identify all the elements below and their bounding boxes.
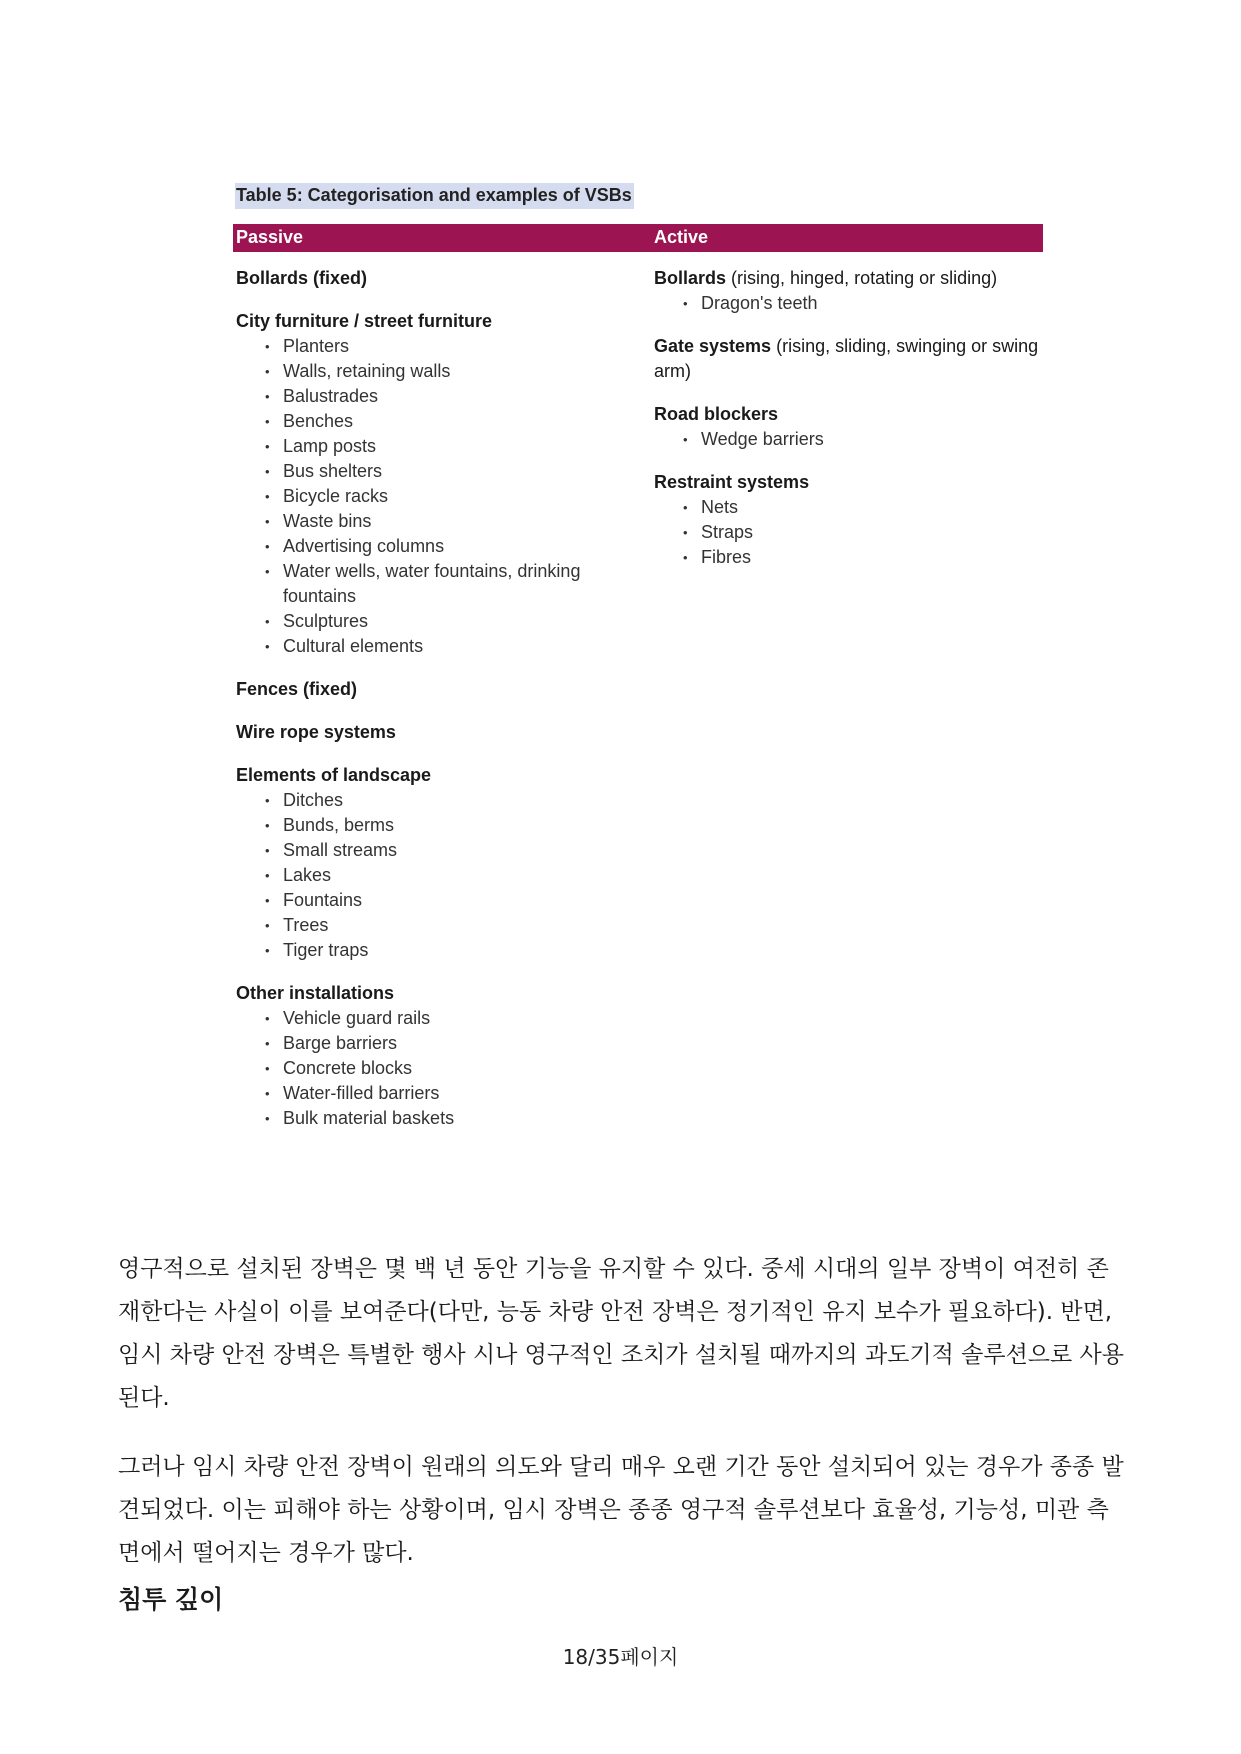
example-list <box>236 788 616 963</box>
example-item: • Bulk material baskets <box>265 1106 616 1131</box>
example-item: • Planters <box>265 334 616 359</box>
example-item: • Bunds, berms <box>265 813 616 838</box>
example-item: • Lamp posts <box>265 434 616 459</box>
example-item: • Vehicle guard rails <box>265 1006 616 1031</box>
category-group <box>654 334 1044 384</box>
table-header <box>233 224 1043 252</box>
example-list <box>236 334 616 659</box>
header-passive: Passive <box>236 227 304 247</box>
example-item: • Small streams <box>265 838 616 863</box>
example-item: • Tiger traps <box>265 938 616 963</box>
example-item: • Fibres <box>683 545 1044 570</box>
category-detail: (rising, hinged, rotating or sliding) <box>726 268 998 288</box>
category-group <box>236 309 616 659</box>
section-heading: 침투 깊이 <box>118 1585 224 1614</box>
example-item: • Bicycle racks <box>265 484 616 509</box>
category-group <box>236 720 616 745</box>
category-group <box>654 470 1044 570</box>
category-title: Bollards (rising, hinged, rotating or sliding) <box>654 268 998 288</box>
example-list <box>654 291 1044 316</box>
active-column <box>654 266 1044 588</box>
example-item: • Lakes <box>265 863 616 888</box>
example-item: • Straps <box>683 520 1044 545</box>
example-item: • Wedge barriers <box>683 427 1044 452</box>
example-item: • Concrete blocks <box>265 1056 616 1081</box>
category-title: Restraint systems <box>654 472 810 492</box>
paragraph-2: 그러나 임시 차량 안전 장벽이 원래의 의도와 달리 매우 오랜 기간 동안 설치되어 있는 경우가 종종 발견되었다. 이는 피해야 하는 상황이며, 임시 장벽은 종종 영구적 솔루션보다 효율성, 기능성, 미관 측면에서 떨어지는 경우가 많다. <box>118 1454 1124 1566</box>
example-item: • Water wells, water fountains, drinking fountains <box>265 559 616 609</box>
passive-column <box>236 266 616 1149</box>
category-group <box>654 402 1044 452</box>
category-detail: (rising, sliding, swinging or swing arm) <box>654 336 1039 381</box>
example-item: • Waste bins <box>265 509 616 534</box>
category-group <box>236 266 616 291</box>
category-group <box>236 981 616 1131</box>
example-item: • Balustrades <box>265 384 616 409</box>
paragraph-1: 영구적으로 설치된 장벽은 몇 백 년 동안 기능을 유지할 수 있다. 중세 시대의 일부 장벽이 여전히 존재한다는 사실이 이를 보여준다(다만, 능동 차량 안전 장벽은 정기적인 유지 보수가 필요하다). 반면, 임시 차량 안전 장벽은 특별한 행사 시나 영구적인 조치가 설치될 때까지의 과도기적 솔루션으로 사용된다. <box>118 1256 1124 1411</box>
example-item: • Walls, retaining walls <box>265 359 616 384</box>
example-item: • Nets <box>683 495 1044 520</box>
example-item: • Benches <box>265 409 616 434</box>
category-title: Gate systems (rising, sliding, swinging or swing arm) <box>654 336 1039 381</box>
category-group <box>236 677 616 702</box>
table-caption: Table 5: Categorisation and examples of VSBs <box>235 183 634 209</box>
example-list <box>654 427 1044 452</box>
category-title: Bollards (fixed) <box>236 268 368 288</box>
category-title: Fences (fixed) <box>236 679 358 699</box>
example-item: • Advertising columns <box>265 534 616 559</box>
category-group <box>654 266 1044 316</box>
example-item: • Trees <box>265 913 616 938</box>
example-item: • Dragon's teeth <box>683 291 1044 316</box>
category-title: City furniture / street furniture <box>236 311 493 331</box>
example-item: • Cultural elements <box>265 634 616 659</box>
example-item: • Sculptures <box>265 609 616 634</box>
category-title: Wire rope systems <box>236 722 396 742</box>
category-group <box>236 763 616 963</box>
category-title: Road blockers <box>654 404 779 424</box>
page-number: 18/35페이지 <box>562 1645 679 1669</box>
example-item: • Bus shelters <box>265 459 616 484</box>
example-item: • Barge barriers <box>265 1031 616 1056</box>
example-item: • Ditches <box>265 788 616 813</box>
category-title: Other installations <box>236 983 395 1003</box>
example-item: • Fountains <box>265 888 616 913</box>
example-item: • Water-filled barriers <box>265 1081 616 1106</box>
category-title: Elements of landscape <box>236 765 432 785</box>
header-active: Active <box>654 227 709 247</box>
example-list <box>236 1006 616 1131</box>
example-list <box>654 495 1044 570</box>
